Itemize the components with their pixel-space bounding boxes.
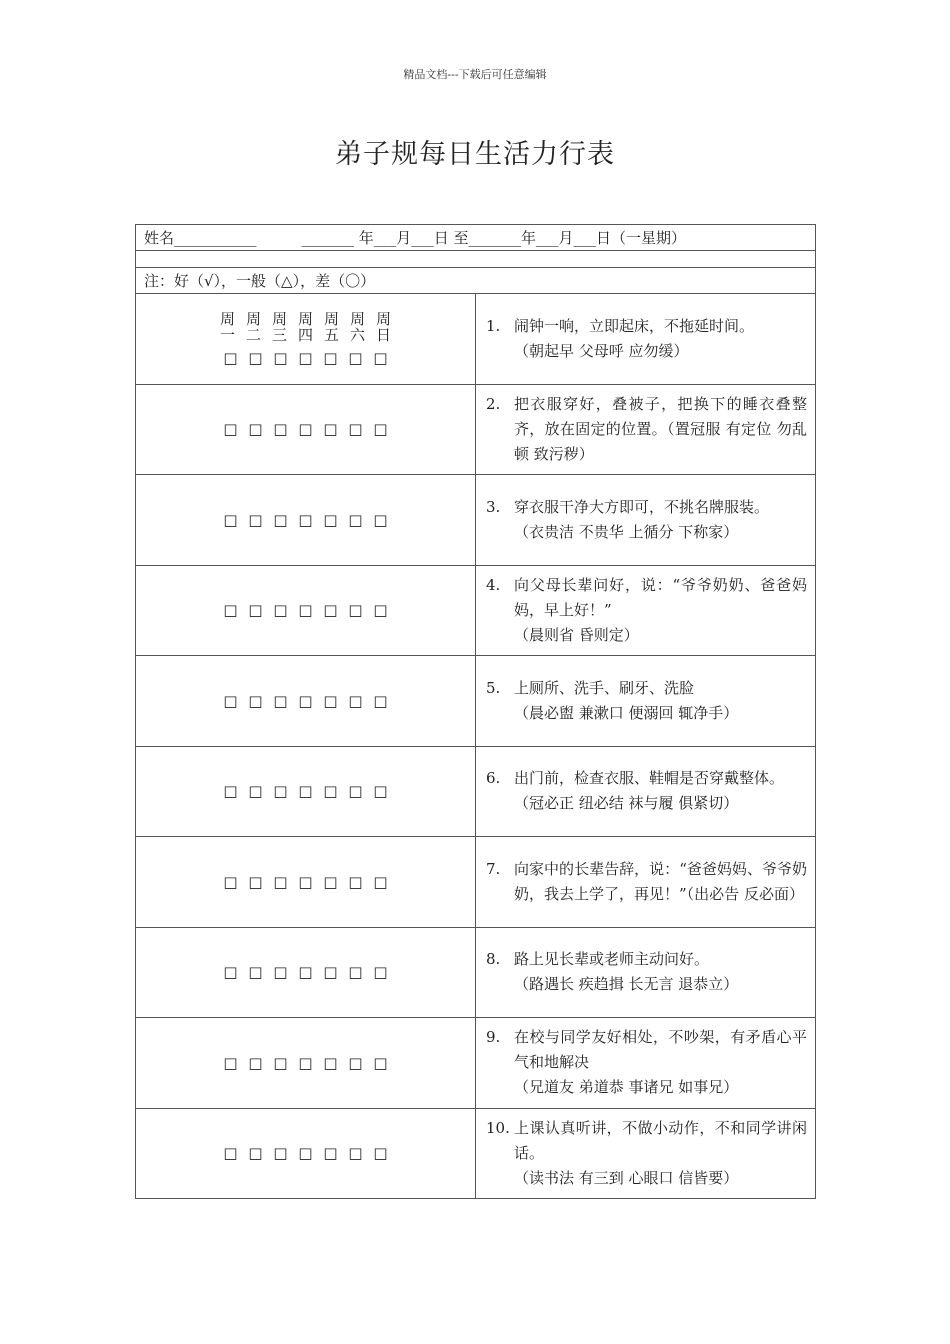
checkbox-group [136, 782, 475, 800]
item-text: 穿衣服干净大方即可，不挑名牌服装。 [514, 497, 770, 516]
item-row [136, 294, 816, 385]
item-main-line [486, 1025, 807, 1075]
weekday-label-top: 周 [219, 309, 235, 328]
day-checkboxes-cell [136, 1018, 476, 1109]
item-main-line [486, 1116, 807, 1166]
day-checkbox[interactable]: □ [298, 601, 313, 620]
day-checkbox[interactable]: □ [223, 348, 238, 367]
weekday-label-top: 周 [245, 309, 261, 328]
day-checkbox[interactable]: □ [323, 510, 338, 529]
item-number: 10. [486, 1118, 510, 1137]
item-classic-quote: （兄道友 弟道恭 事诸兄 如事兄） [514, 1078, 739, 1097]
day-checkbox[interactable]: □ [348, 348, 363, 367]
day-checkbox[interactable]: □ [273, 420, 288, 439]
day-checkbox[interactable]: □ [323, 348, 338, 367]
item-number: 6. [486, 769, 501, 788]
checkbox-group [136, 873, 475, 891]
checkbox-group [136, 1054, 475, 1072]
item-text: 在校与同学友好相处，不吵架，有矛盾心平气和地解决 [514, 1028, 807, 1072]
watermark-text: 精品文档---下载后可任意编辑 [403, 68, 547, 81]
day-checkbox[interactable]: □ [248, 601, 263, 620]
day-checkbox[interactable]: □ [273, 872, 288, 891]
item-text: 出门前，检查衣服、鞋帽是否穿戴整体。 [514, 769, 785, 788]
day-checkbox[interactable]: □ [373, 1144, 388, 1163]
day-checkbox[interactable]: □ [323, 872, 338, 891]
item-row [136, 927, 816, 1018]
item-description-cell [476, 475, 816, 566]
weekday-label-top: 周 [349, 309, 365, 328]
day-checkbox[interactable]: □ [298, 1053, 313, 1072]
item-description-cell [476, 384, 816, 475]
item-row [136, 1018, 816, 1109]
item-description-cell [476, 927, 816, 1018]
day-checkbox[interactable]: □ [373, 420, 388, 439]
item-number: 9. [486, 1028, 501, 1047]
item-description-cell [476, 565, 816, 656]
weekday-label-bottom: 六 [349, 325, 365, 344]
day-checkboxes-cell [136, 927, 476, 1018]
day-checkbox[interactable]: □ [273, 348, 288, 367]
checkbox-group [136, 963, 475, 981]
weekday-label-bottom: 五 [323, 325, 339, 344]
blank-cell [136, 251, 816, 268]
day-checkbox[interactable]: □ [348, 1144, 363, 1163]
day-checkbox[interactable]: □ [348, 691, 363, 710]
day-checkbox[interactable]: □ [323, 1144, 338, 1163]
item-number: 4. [486, 575, 501, 594]
item-main-line [486, 676, 807, 701]
day-checkbox[interactable]: □ [323, 782, 338, 801]
weekday-label-bottom: 三 [271, 325, 287, 344]
day-checkbox[interactable]: □ [298, 348, 313, 367]
item-main-line [486, 857, 807, 907]
day-checkboxes-cell [136, 475, 476, 566]
page-title: 弟子规每日生活力行表 [335, 139, 615, 170]
item-main-line [486, 495, 807, 520]
weekday-label [271, 311, 289, 343]
day-checkbox[interactable]: □ [373, 1053, 388, 1072]
weekday-label-bottom: 二 [245, 325, 261, 344]
weekday-label [297, 311, 315, 343]
name-date-line: 姓名___________ _______ 年___月___日 至_______年___月___日（一星期） [136, 225, 816, 251]
day-checkbox[interactable]: □ [248, 782, 263, 801]
day-checkbox[interactable]: □ [323, 601, 338, 620]
day-checkbox[interactable]: □ [348, 601, 363, 620]
day-checkbox[interactable]: □ [323, 1053, 338, 1072]
day-checkbox[interactable]: □ [273, 510, 288, 529]
day-checkbox[interactable]: □ [248, 691, 263, 710]
day-checkbox[interactable]: □ [373, 872, 388, 891]
checkbox-group [136, 511, 475, 529]
item-text: 闹钟一响，立即起床，不拖延时间。 [514, 316, 755, 335]
day-checkbox[interactable]: □ [373, 963, 388, 982]
day-checkbox[interactable]: □ [223, 691, 238, 710]
item-description-cell [476, 656, 816, 747]
item-number: 7. [486, 859, 501, 878]
item-description-cell [476, 1018, 816, 1109]
day-checkbox[interactable]: □ [223, 510, 238, 529]
checkbox-group [136, 601, 475, 619]
day-checkbox[interactable]: □ [223, 420, 238, 439]
day-checkbox[interactable]: □ [273, 963, 288, 982]
day-checkbox[interactable]: □ [273, 1144, 288, 1163]
day-checkbox[interactable]: □ [298, 420, 313, 439]
item-number: 5. [486, 678, 501, 697]
item-text: 路上见长辈或老师主动问好。 [514, 950, 710, 969]
legend-row [136, 268, 816, 294]
day-checkbox[interactable]: □ [223, 872, 238, 891]
item-description-cell [476, 1108, 816, 1199]
item-number: 2. [486, 394, 501, 413]
day-checkbox[interactable]: □ [298, 691, 313, 710]
weekday-label [219, 311, 237, 343]
info-row [136, 225, 816, 251]
item-description-cell [476, 746, 816, 837]
item-row [136, 384, 816, 475]
weekday-label-top: 周 [323, 309, 339, 328]
weekday-label-bottom: 一 [219, 325, 235, 344]
day-checkbox[interactable]: □ [373, 601, 388, 620]
day-checkbox[interactable]: □ [223, 963, 238, 982]
day-checkboxes-cell [136, 656, 476, 747]
day-checkbox[interactable]: □ [348, 872, 363, 891]
item-text: 上厕所、洗手、刷牙、洗脸 [514, 678, 695, 697]
item-classic-quote: （晨必盥 兼漱口 便溺回 辄净手） [514, 703, 739, 722]
item-classic-quote: （晨则省 昏则定） [514, 625, 639, 644]
day-checkbox[interactable]: □ [373, 691, 388, 710]
checkbox-group [136, 1144, 475, 1162]
day-checkbox[interactable]: □ [373, 510, 388, 529]
item-row [136, 656, 816, 747]
day-checkbox[interactable]: □ [248, 1053, 263, 1072]
item-number: 8. [486, 950, 501, 969]
items-body [136, 294, 816, 1199]
day-checkboxes-cell [136, 837, 476, 928]
item-description-cell [476, 837, 816, 928]
day-checkbox[interactable]: □ [298, 510, 313, 529]
day-checkbox[interactable]: □ [323, 420, 338, 439]
item-classic-quote: （朝起早 父母呼 应勿缓） [514, 341, 689, 360]
checkbox-group [136, 349, 475, 367]
day-checkbox[interactable]: □ [348, 782, 363, 801]
day-checkbox[interactable]: □ [248, 872, 263, 891]
item-text: 向父母长辈问好，说：“爷爷奶奶、爸爸妈妈，早上好！” [514, 575, 807, 619]
weekday-label-top: 周 [375, 309, 391, 328]
checkbox-group [136, 420, 475, 438]
practice-table [135, 224, 816, 1199]
day-checkbox[interactable]: □ [323, 963, 338, 982]
item-classic-quote: （衣贵洁 不贵华 上循分 下称家） [514, 522, 739, 541]
day-checkbox[interactable]: □ [223, 782, 238, 801]
day-checkbox[interactable]: □ [273, 691, 288, 710]
weekday-label-top: 周 [271, 309, 287, 328]
item-text: 向家中的长辈告辞，说：“爸爸妈妈、爷爷奶奶，我去上学了，再见！”（出必告 反必面） [514, 859, 807, 903]
day-checkbox[interactable]: □ [273, 782, 288, 801]
day-checkbox[interactable]: □ [248, 1144, 263, 1163]
checkbox-group [136, 692, 475, 710]
day-checkbox[interactable]: □ [298, 1144, 313, 1163]
day-checkbox[interactable]: □ [373, 348, 388, 367]
item-main-line [486, 314, 807, 339]
day-checkbox[interactable]: □ [348, 963, 363, 982]
day-checkbox[interactable]: □ [248, 348, 263, 367]
item-main-line [486, 947, 807, 972]
item-classic-quote: （路遇长 疾趋揖 长无言 退恭立） [514, 975, 739, 994]
day-checkbox[interactable]: □ [373, 782, 388, 801]
item-row [136, 1108, 816, 1199]
day-checkboxes-cell [136, 746, 476, 837]
day-checkbox[interactable]: □ [223, 601, 238, 620]
weekday-label-bottom: 日 [375, 325, 391, 344]
item-text: 把衣服穿好，叠被子，把换下的睡衣叠整齐，放在固定的位置。（置冠服 有定位 勿乱顿 致污秽） [514, 394, 807, 463]
item-row [136, 746, 816, 837]
day-checkbox[interactable]: □ [348, 1053, 363, 1072]
item-number: 1. [486, 316, 501, 335]
day-checkboxes-cell [136, 565, 476, 656]
weekday-label [323, 311, 341, 343]
day-checkbox[interactable]: □ [273, 601, 288, 620]
weekday-header [136, 311, 475, 343]
day-checkbox[interactable]: □ [298, 872, 313, 891]
blank-row [136, 251, 816, 268]
day-checkbox[interactable]: □ [248, 963, 263, 982]
item-row [136, 837, 816, 928]
day-checkbox[interactable]: □ [223, 1144, 238, 1163]
day-checkbox[interactable]: □ [298, 963, 313, 982]
item-description-cell [476, 294, 816, 385]
day-checkbox[interactable]: □ [248, 420, 263, 439]
weekday-label [349, 311, 367, 343]
legend-note: 注：好（√），一般（△），差（〇） [136, 268, 816, 294]
day-checkbox[interactable]: □ [348, 510, 363, 529]
day-checkboxes-cell [136, 384, 476, 475]
day-checkbox[interactable]: □ [273, 1053, 288, 1072]
day-checkbox[interactable]: □ [223, 1053, 238, 1072]
item-classic-quote: （冠必正 纽必结 袜与履 俱紧切） [514, 794, 739, 813]
weekday-label-bottom: 四 [297, 325, 313, 344]
item-main-line [486, 573, 807, 623]
day-checkboxes-cell [136, 1108, 476, 1199]
day-checkbox[interactable]: □ [348, 420, 363, 439]
day-checkboxes-cell [136, 294, 476, 385]
day-checkbox[interactable]: □ [298, 782, 313, 801]
weekday-label [245, 311, 263, 343]
item-row [136, 475, 816, 566]
item-main-line [486, 392, 807, 467]
item-main-line [486, 766, 807, 791]
item-classic-quote: （读书法 有三到 心眼口 信皆要） [514, 1168, 739, 1187]
day-checkbox[interactable]: □ [323, 691, 338, 710]
weekday-label-top: 周 [297, 309, 313, 328]
item-row [136, 565, 816, 656]
item-number: 3. [486, 497, 501, 516]
item-text: 上课认真听讲，不做小动作，不和同学讲闲话。 [514, 1118, 807, 1162]
day-checkbox[interactable]: □ [248, 510, 263, 529]
weekday-label [375, 311, 393, 343]
